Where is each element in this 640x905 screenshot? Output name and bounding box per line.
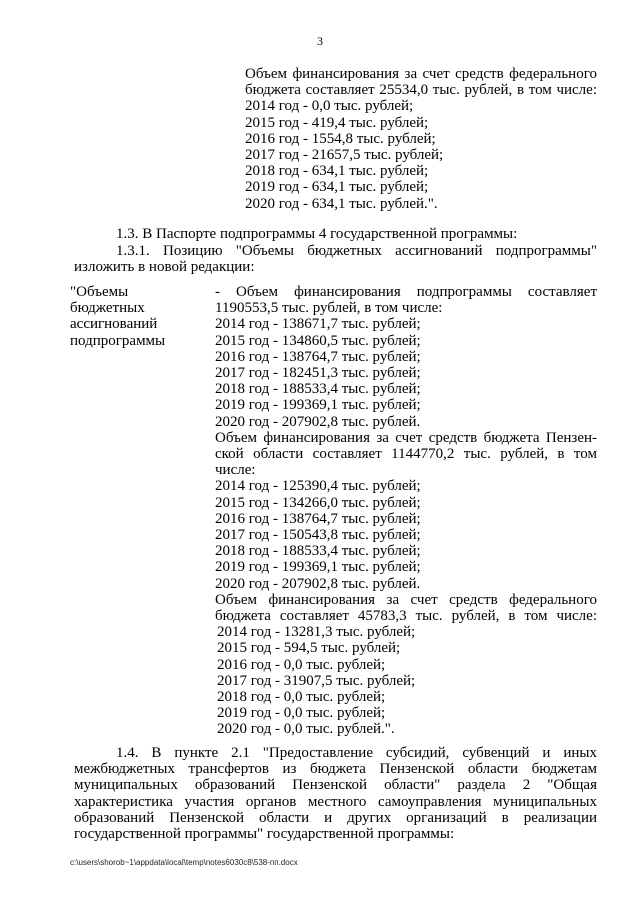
year-line: 2015 год - 134266,0 тыс. рублей; <box>215 494 421 511</box>
total-line: - Объем финансирования подпрограммы составляет <box>215 284 597 300</box>
year-line: 2020 год - 207902,8 тыс. рублей. <box>215 413 421 430</box>
file-path-footer: c:\users\shorob~1\appdata\local\temp\notes6030c8\538-пп.docx <box>70 858 298 867</box>
top-intro-line: бюджета составляет 25534,0 тыс. рублей, в том числе: <box>245 82 597 99</box>
label-line: ассигнований <box>70 316 158 333</box>
year-line: 2016 год - 0,0 тыс. рублей; <box>217 656 386 673</box>
total-line: 1190553,5 тыс. рублей, в том числе: <box>215 300 443 317</box>
federal-line: Объем финансирования за счет средств федерального <box>215 591 597 608</box>
section-1-4 <box>74 745 597 842</box>
year-line: 2014 год - 0,0 тыс. рублей; <box>245 98 414 115</box>
year-line: 2018 год - 188533,4 тыс. рублей; <box>215 543 421 560</box>
position-label <box>70 284 165 349</box>
section-1-4-line: 1.4. В пункте 2.1 "Предоставление субсидий, субвенций и иных <box>116 745 597 761</box>
year-line: 2020 год - 634,1 тыс. рублей.". <box>245 195 438 212</box>
top-federal-block <box>245 66 597 212</box>
regional-line: Объем финансирования за счет средств бюджета Пензен- <box>215 429 597 446</box>
section-1-4-line: образований Пензенской области и других организаций в реализации <box>74 809 597 826</box>
year-line: 2018 год - 188533,4 тыс. рублей; <box>215 381 421 398</box>
year-line: 2019 год - 634,1 тыс. рублей; <box>245 179 429 196</box>
federal-line: бюджета составляет 45783,3 тыс. рублей, в том числе: <box>215 608 597 625</box>
year-line: 2015 год - 134860,5 тыс. рублей; <box>215 332 421 349</box>
regional-line: ской области составляет 1144770,2 тыс. рублей, в том <box>215 446 597 463</box>
year-line: 2017 год - 182451,3 тыс. рублей; <box>215 365 421 382</box>
year-line: 2014 год - 13281,3 тыс. рублей; <box>217 624 416 641</box>
year-line: 2017 год - 31907,5 тыс. рублей; <box>217 672 416 689</box>
label-line: бюджетных <box>70 300 145 317</box>
year-line: 2019 год - 0,0 тыс. рублей; <box>217 705 386 722</box>
year-line: 2018 год - 634,1 тыс. рублей; <box>245 163 429 180</box>
year-line: 2014 год - 125390,4 тыс. рублей; <box>215 478 421 495</box>
year-line: 2014 год - 138671,7 тыс. рублей; <box>215 316 421 333</box>
year-line: 2017 год - 150543,8 тыс. рублей; <box>215 527 421 544</box>
federal-years <box>215 624 597 737</box>
section-1-4-line: характеристика участия органов местного самоуправления муниципальных <box>74 793 597 810</box>
top-intro-line: Объем финансирования за счет средств федерального <box>245 66 597 82</box>
regional-line: числе: <box>215 462 256 479</box>
section-1-3-1-line: изложить в новой редакции: <box>74 259 255 275</box>
year-line: 2016 год - 138764,7 тыс. рублей; <box>215 510 421 527</box>
section-1-4-line: муниципальных образований Пензенской области" раздела 2 "Общая <box>74 777 597 794</box>
year-line: 2016 год - 138764,7 тыс. рублей; <box>215 348 421 365</box>
position-content <box>215 284 597 738</box>
year-line: 2015 год - 594,5 тыс. рублей; <box>217 640 401 657</box>
section-1-4-line: межбюджетных трансфертов из бюджета Пензенской области бюджетам <box>74 761 597 778</box>
section-1-3-heading: 1.3. В Паспорте подпрограммы 4 государственной программы: <box>116 226 518 242</box>
section-1-4-line: государственной программы" государственной программы: <box>74 826 455 843</box>
section-1-3-1-line: 1.3.1. Позицию "Объемы бюджетных ассигнований подпрограммы" <box>116 243 597 259</box>
year-line: 2020 год - 0,0 тыс. рублей.". <box>217 721 395 738</box>
year-line: 2019 год - 199369,1 тыс. рублей; <box>215 397 421 414</box>
page-number: 3 <box>317 34 323 48</box>
year-line: 2015 год - 419,4 тыс. рублей; <box>245 114 429 131</box>
year-line: 2019 год - 199369,1 тыс. рублей; <box>215 559 421 576</box>
year-line: 2016 год - 1554,8 тыс. рублей; <box>245 130 436 147</box>
year-line: 2020 год - 207902,8 тыс. рублей. <box>215 575 421 592</box>
label-line: подпрограммы <box>70 332 166 349</box>
label-line: "Объемы <box>70 284 129 300</box>
year-line: 2018 год - 0,0 тыс. рублей; <box>217 689 386 706</box>
year-line: 2017 год - 21657,5 тыс. рублей; <box>245 147 444 164</box>
